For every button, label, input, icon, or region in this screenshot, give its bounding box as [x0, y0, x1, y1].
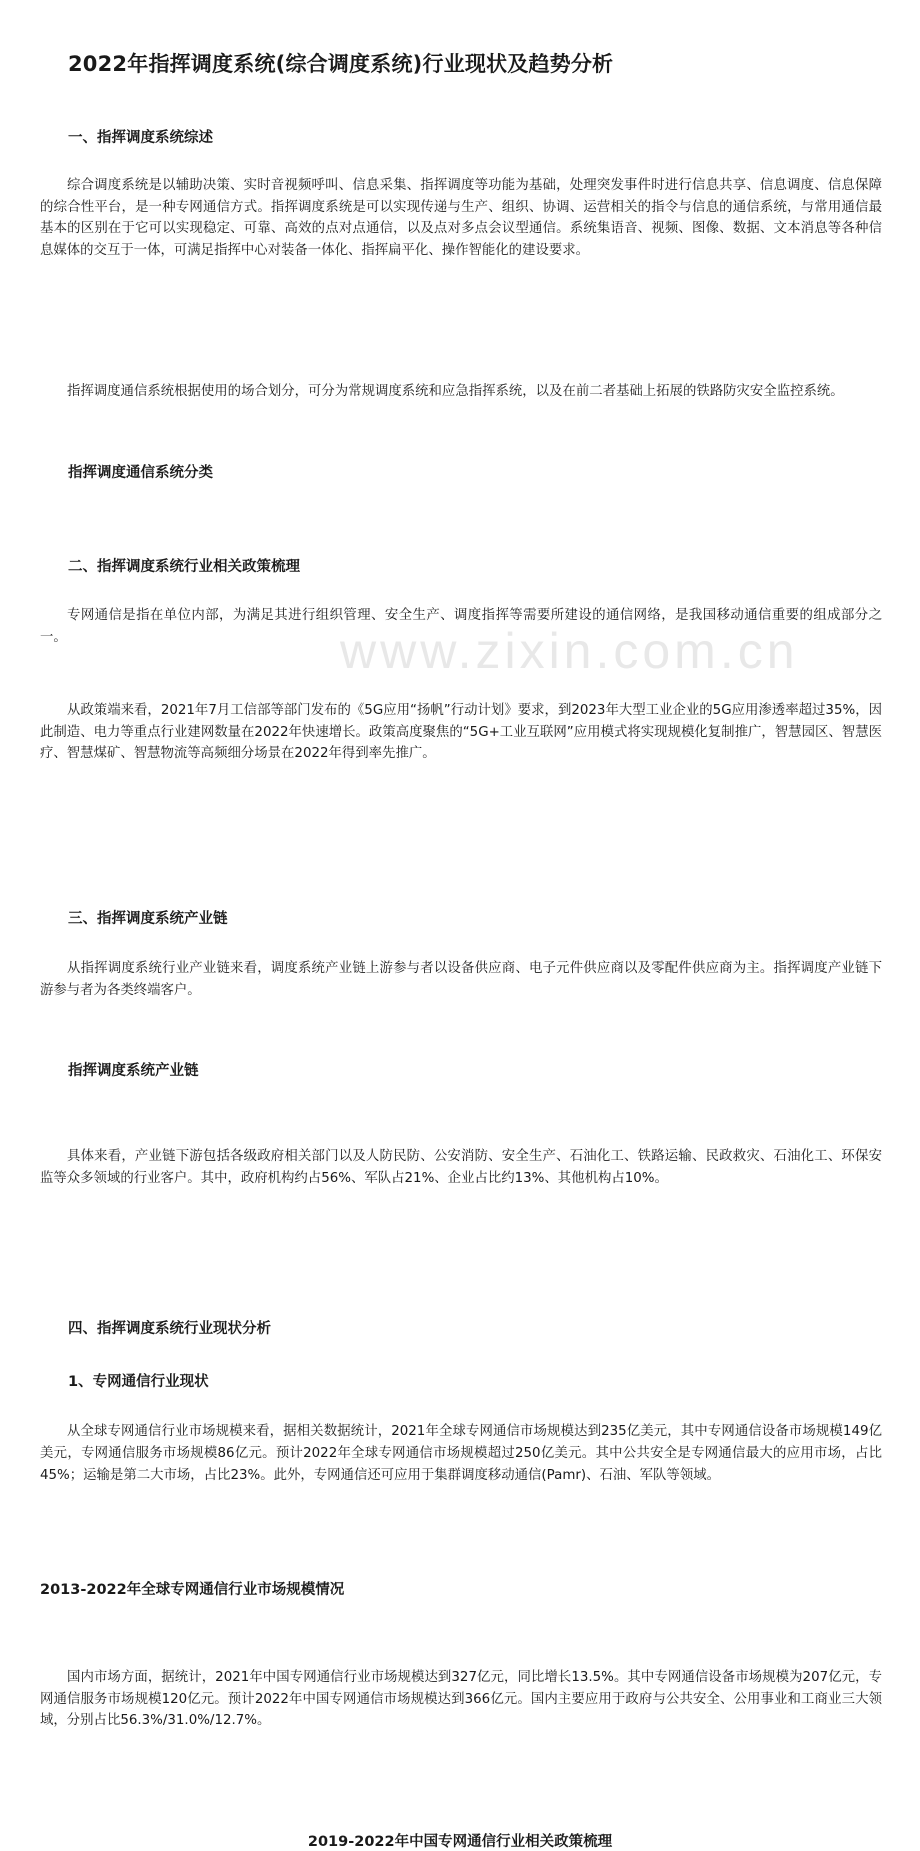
figure-caption-industry-chain: 指挥调度系统产业链 — [68, 1063, 199, 1080]
section-4-paragraph-2: 国内市场方面，据统计，2021年中国专网通信行业市场规模达到327亿元，同比增长13.5%。其中专网通信设备市场规模为207亿元，专网通信服务市场规模120亿元。预计2022年中国专网通信市场规模达到366亿元。国内主要应用于政府与公共安全、公用事业和工商业三大领域，分别占比56.3%/31.0%/12.7%。 — [40, 1670, 882, 1729]
section-4-paragraph-1: 从全球专网通信行业市场规模来看，据相关数据统计，2021年全球专网通信市场规模达到235亿美元，其中专网通信设备市场规模149亿美元，专网通信服务市场规模86亿元。预计2022年全球专网通信市场规模超过250亿美元。其中公共安全是专网通信最大的应用市场，占比45%；运输是第二大市场，占比23%。此外，专网通信还可应用于集群调度移动通信(Pamr)、石油、军队等领域。 — [40, 1424, 882, 1483]
section-1-paragraph-2: 指挥调度通信系统根据使用的场合划分，可分为常规调度系统和应急指挥系统，以及在前二者基础上拓展的铁路防灾安全监控系统。 — [67, 384, 844, 400]
section-1-paragraph-1: 综合调度系统是以辅助决策、实时音视频呼叫、信息采集、指挥调度等功能为基础，处理突发事件时进行信息共享、信息调度、信息保障的综合性平台，是一种专网通信方式。指挥调度系统是可以实现传递与生产、组织、协调、运营相关的指令与信息的通信系统，与常用通信最基本的区别在于它可以实现稳定、可靠、高效的点对点通信，以及点对多点会议型通信。系统集语音、视频、图像、数据、文本消息等各种信息媒体的交互于一体，可满足指挥中心对装备一体化、指挥扁平化、操作智能化的建设要求。 — [40, 178, 882, 258]
section-4-subheading: 1、专网通信行业现状 — [68, 1374, 209, 1391]
section-2-paragraph-1: 专网通信是指在单位内部，为满足其进行组织管理、安全生产、调度指挥等需要所建设的通信网络，是我国移动通信重要的组成部分之一。 — [40, 607, 882, 645]
figure-caption-classification: 指挥调度通信系统分类 — [68, 464, 213, 481]
section-1-heading: 一、指挥调度系统综述 — [68, 130, 213, 146]
section-3-paragraph-1: 从指挥调度系统行业产业链来看，调度系统产业链上游参与者以设备供应商、电子元件供应商以及零配件供应商为主。指挥调度产业链下游参与者为各类终端客户。 — [40, 960, 882, 998]
section-2-paragraph-2: 从政策端来看，2021年7月工信部等部门发布的《5G应用“扬帆”行动计划》要求，到2023年大型工业企业的5G应用渗透率超过35%，因此制造、电力等重点行业建网数量在2022年快速增长。政策高度聚焦的“5G+工业互联网”应用模式将实现规模化复制推广，智慧园区、智慧医疗、智慧煤矿、智慧物流等高频细分场景在2022年得到率先推广。 — [40, 703, 882, 762]
document-title: 2022年指挥调度系统(综合调度系统)行业现状及趋势分析 — [68, 52, 614, 76]
section-2-heading: 二、指挥调度系统行业相关政策梳理 — [68, 558, 300, 575]
figure-caption-global-market: 2013-2022年全球专网通信行业市场规模情况 — [40, 1582, 345, 1599]
section-4-heading: 四、指挥调度系统行业现状分析 — [68, 1321, 271, 1338]
section-3-heading: 三、指挥调度系统产业链 — [68, 910, 228, 927]
table-caption-policy: 2019-2022年中国专网通信行业相关政策梳理 — [307, 1833, 613, 1850]
section-3-paragraph-2: 具体来看，产业链下游包括各级政府相关部门以及人防民防、公安消防、安全生产、石油化工、铁路运输、民政救灾、石油化工、环保安监等众多领域的行业客户。其中，政府机构约占56%、军队占21%、企业占比约13%、其他机构占10%。 — [40, 1149, 882, 1186]
watermark: www.zixin.com.cn — [340, 623, 799, 679]
